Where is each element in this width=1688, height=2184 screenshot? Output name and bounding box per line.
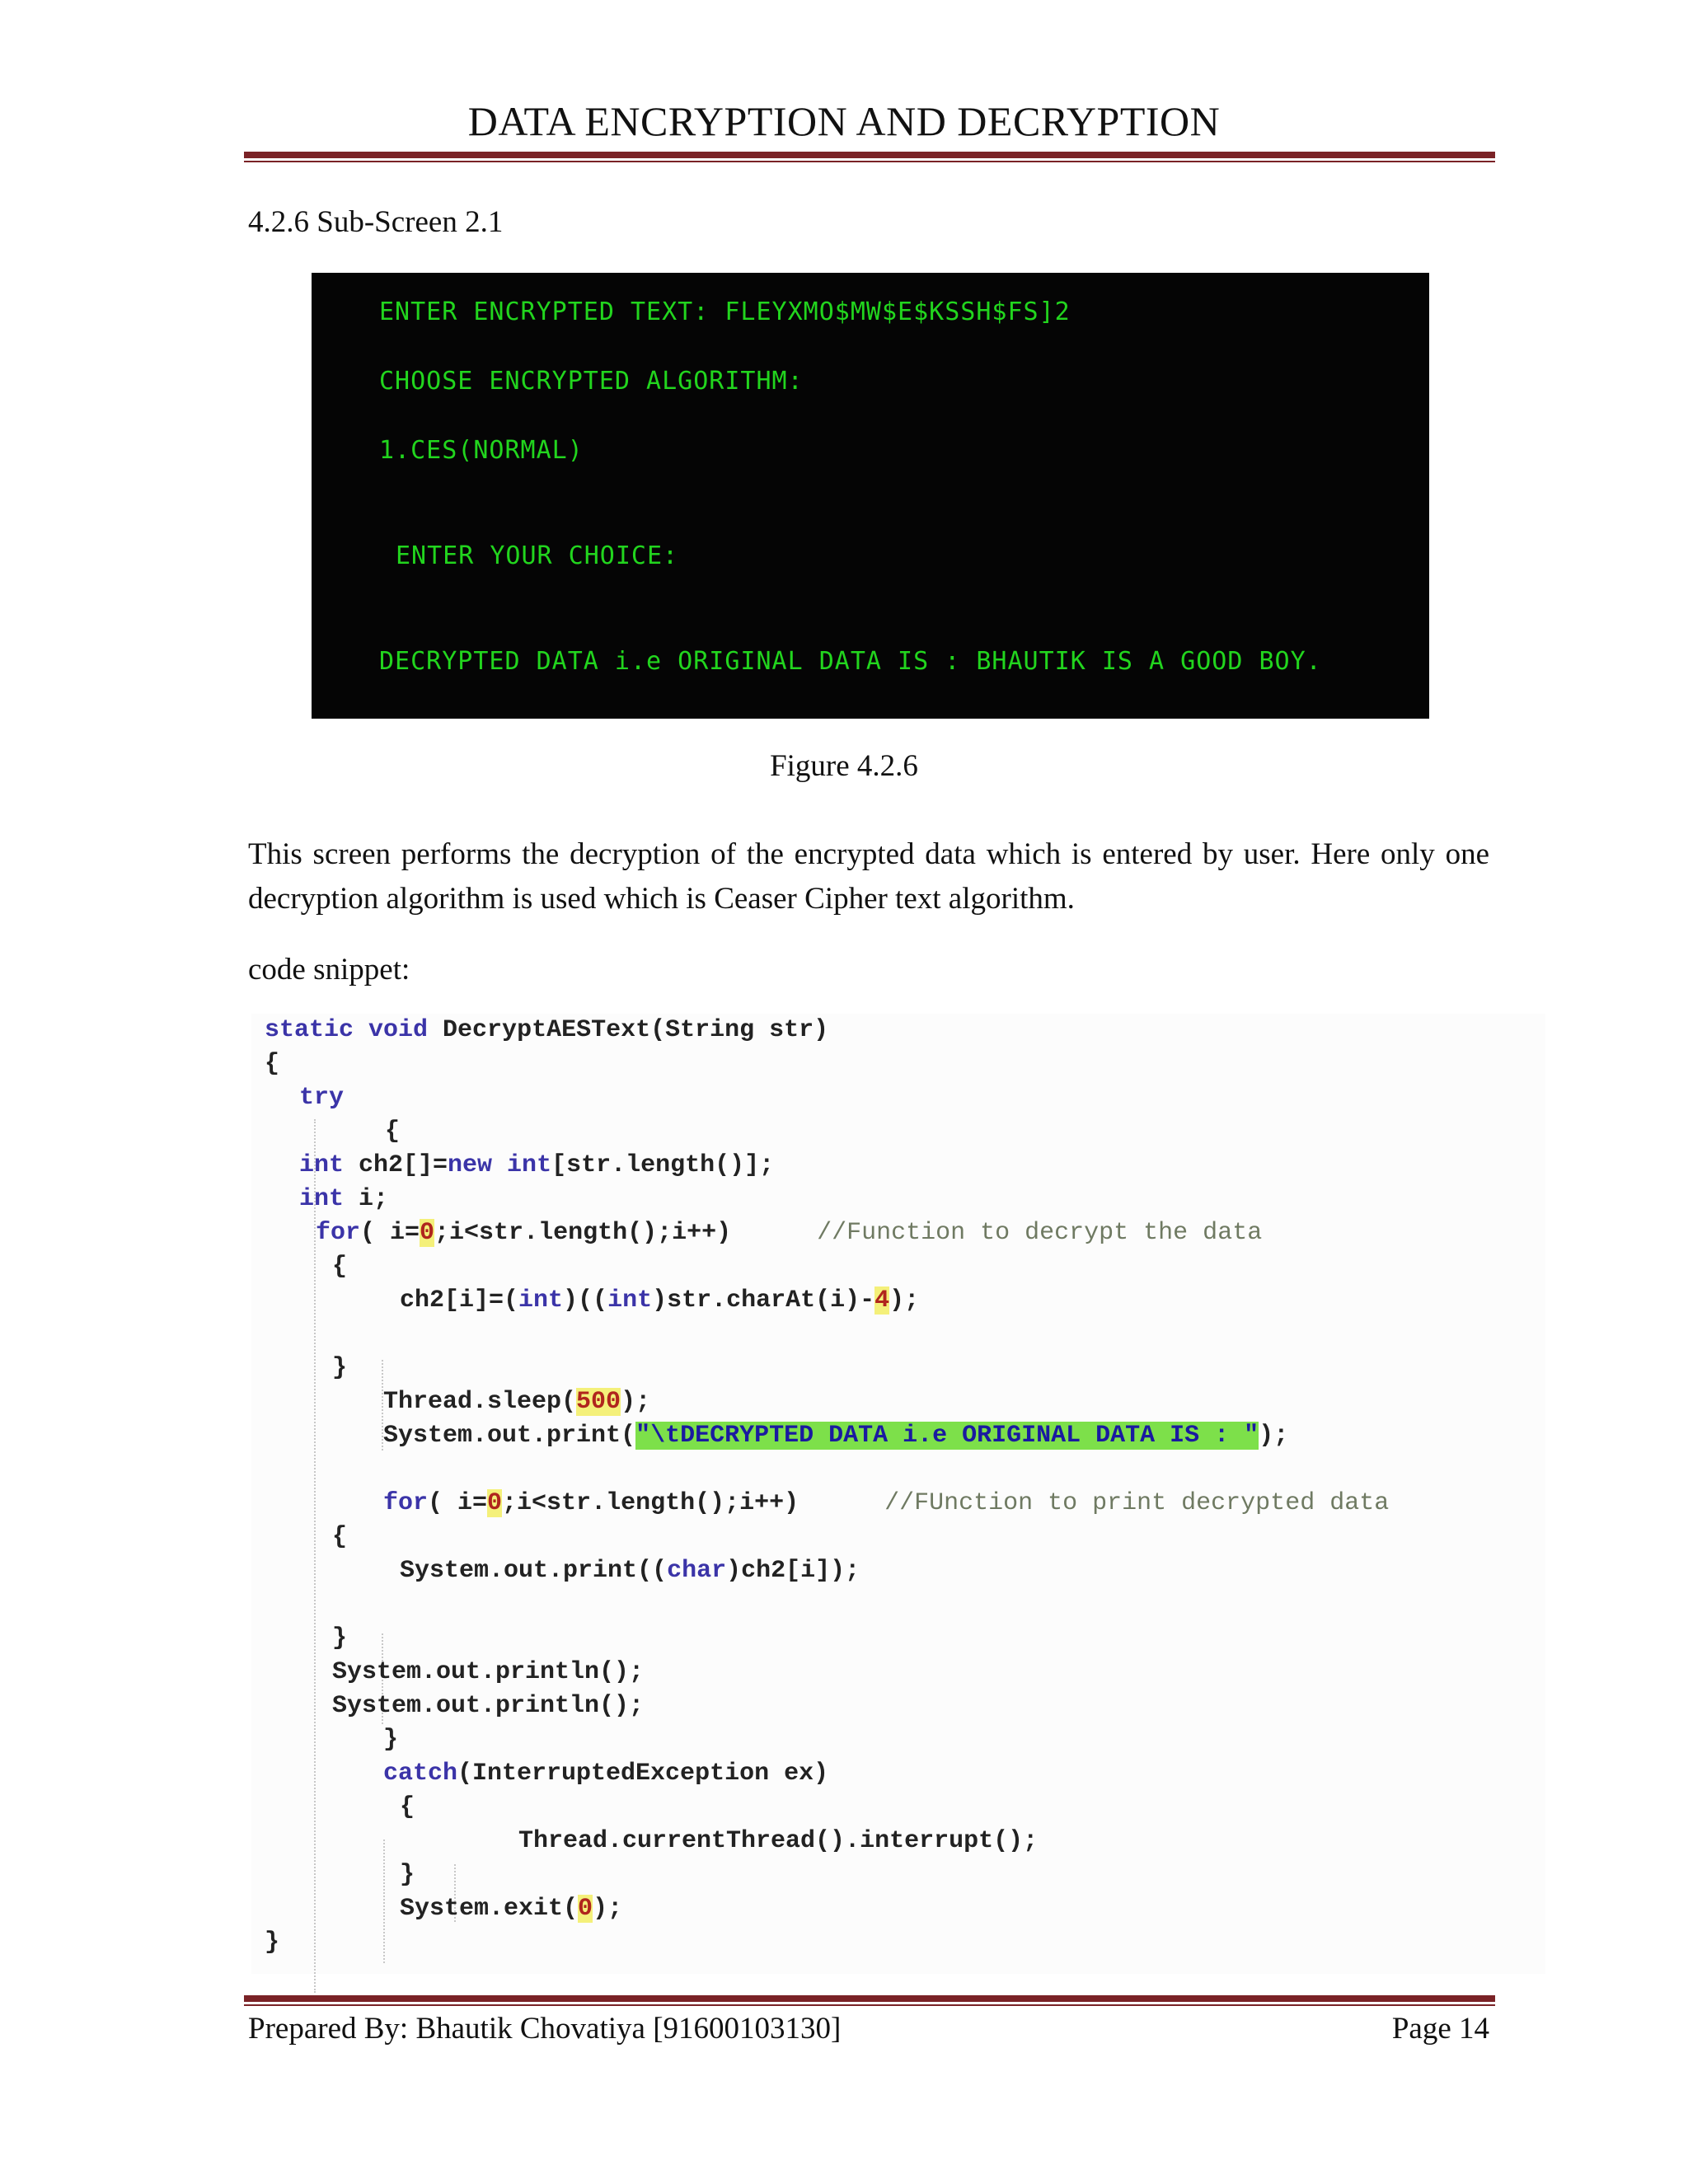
- code-line: }: [332, 1354, 348, 1382]
- code-line: static void DecryptAESText(String str): [265, 1016, 829, 1044]
- indent-guide: [383, 1840, 385, 1963]
- code-line: System.out.println();: [332, 1658, 645, 1686]
- terminal-line-encrypted-text: ENTER ENCRYPTED TEXT: FLEYXMO$MW$E$KSSH$FS]2: [379, 298, 1071, 326]
- code-line: {: [332, 1523, 348, 1551]
- code-line: System.out.print((char)ch2[i]);: [400, 1557, 860, 1585]
- page-header-title: DATA ENCRYPTION AND DECRYPTION: [467, 98, 1221, 144]
- header-rule-thick: [244, 152, 1495, 158]
- code-line: for( i=0;i<str.length();i++) //FUnction to print decrypted data: [383, 1489, 1390, 1517]
- code-line: {: [332, 1253, 348, 1281]
- code-line: }: [332, 1624, 348, 1652]
- code-line: System.out.print("\tDECRYPTED DATA i.e ORIGINAL DATA IS : ");: [383, 1422, 1289, 1450]
- code-line: System.out.println();: [332, 1692, 645, 1720]
- footer-prepared-by: Prepared By: Bhautik Chovatiya [91600103130]: [248, 2012, 842, 2046]
- code-line: System.exit(0);: [400, 1895, 623, 1923]
- figure-caption: Figure 4.2.6: [770, 749, 918, 783]
- terminal-line-decrypted-data: DECRYPTED DATA i.e ORIGINAL DATA IS : BHAUTIK IS A GOOD BOY.: [379, 647, 1322, 676]
- code-line: {: [400, 1793, 415, 1821]
- code-line: {: [265, 1050, 280, 1078]
- terminal-line-enter-choice: ENTER YOUR CHOICE:: [396, 541, 679, 570]
- code-line: try: [299, 1084, 345, 1112]
- code-snippet-image: [251, 1014, 1545, 1974]
- code-snippet-label: code snippet:: [248, 953, 410, 987]
- code-line: int ch2[]=new int[str.length()];: [299, 1151, 775, 1179]
- header-rule-thin: [244, 161, 1495, 162]
- terminal-line-option-ces: 1.CES(NORMAL): [379, 436, 584, 465]
- code-line: }: [400, 1861, 415, 1889]
- footer-rule-thin: [244, 2004, 1495, 2006]
- terminal-screenshot: [312, 273, 1429, 719]
- footer-page-number: Page 14: [1391, 2012, 1489, 2046]
- indent-guide: [314, 1119, 316, 1993]
- section-heading: 4.2.6 Sub-Screen 2.1: [248, 205, 504, 239]
- code-line: catch(InterruptedException ex): [383, 1760, 829, 1788]
- code-line: }: [383, 1726, 399, 1754]
- code-line: Thread.sleep(500);: [383, 1388, 651, 1416]
- code-line: Thread.currentThread().interrupt();: [518, 1827, 1039, 1855]
- description-paragraph: This screen performs the decryption of the encrypted data which is entered by user. Here only one decryption algorithm is used which is Ceaser Cipher text algorithm.: [248, 837, 1489, 916]
- code-line: for( i=0;i<str.length();i++) //Function to decrypt the data: [316, 1219, 1263, 1247]
- code-line: int i;: [299, 1185, 389, 1213]
- code-line: {: [385, 1118, 401, 1146]
- code-line: }: [265, 1929, 280, 1957]
- code-line: ch2[i]=(int)((int)str.charAt(i)-4);: [400, 1286, 920, 1315]
- footer-rule-thick: [244, 1995, 1495, 2002]
- terminal-line-choose-algorithm: CHOOSE ENCRYPTED ALGORITHM:: [379, 367, 804, 396]
